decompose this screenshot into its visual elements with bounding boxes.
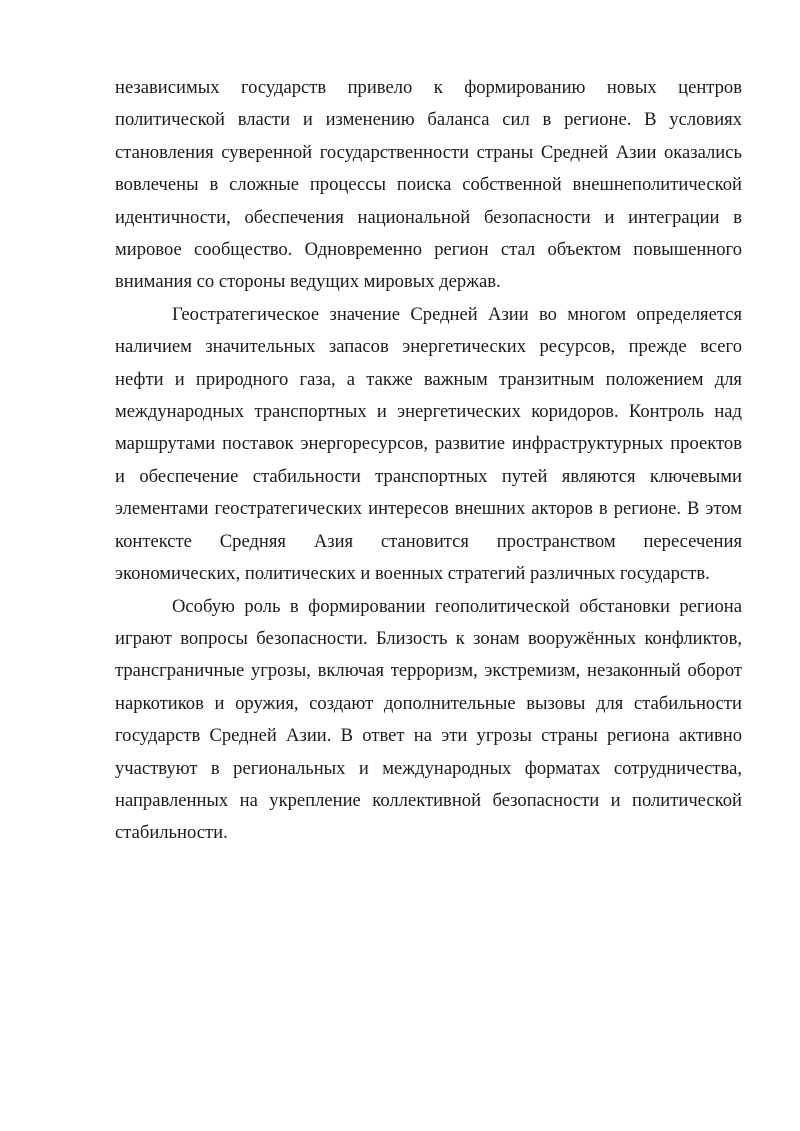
paragraph-security-issues: Особую роль в формировании геополитической обстановки региона играют вопросы безопасности. Близость к зонам вооружённых конфликтов, трансграничные угрозы, включая терроризм, экстремизм, незаконный оборот наркотиков и оружия, создают дополнительные вызовы для стабильности государств Средней Азии. В ответ на эти угрозы страны региона активно участвуют в региональных и международных форматах сотрудничества, направленных на укрепление коллективной безопасности и политической стабильности. bbox=[115, 595, 742, 844]
paragraph-continuation: независимых государств привело к формированию новых центров политической власти и изменению баланса сил в регионе. В условиях становления суверенной государственности страны Средней Азии оказались вовлечены в сложные процессы поиска собственной внешнеполитической идентичности, обеспечения национальной безопасности и интеграции в мировое сообщество. Одновременно регион стал объектом повышенного внимания со стороны ведущих мировых держав. bbox=[115, 77, 742, 293]
body-text bbox=[115, 72, 742, 850]
paragraph-geostrategic-significance: Геостратегическое значение Средней Азии во многом определяется наличием значительных запасов энергетических ресурсов, прежде всего нефти и природного газа, а также важным транзитным положением для международных транспортных и энергетических коридоров. Контроль над маршрутами поставок энергоресурсов, развитие инфраструктурных проектов и обеспечение стабильности транспортных путей являются ключевыми элементами геостратегических интересов внешних акторов в регионе. В этом контексте Средняя Азия становится пространством пересечения экономических, политических и военных стратегий различных государств. bbox=[115, 303, 742, 585]
